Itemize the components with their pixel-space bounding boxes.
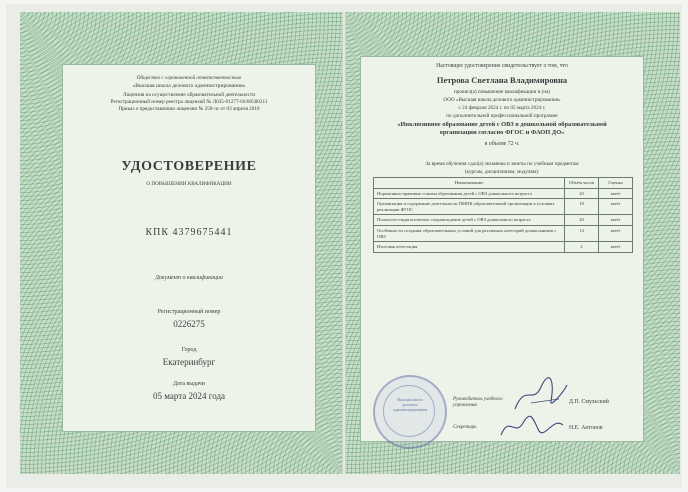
completion-line-4: по дополнительной профессиональной программе bbox=[446, 113, 558, 119]
subject-name: Итоговая аттестация bbox=[374, 242, 565, 253]
subject-hours: 20 bbox=[565, 188, 599, 199]
subject-hours: 18 bbox=[565, 199, 599, 215]
serial-number: КПК 4379675441 bbox=[145, 227, 233, 238]
subject-hours: 20 bbox=[565, 215, 599, 226]
doc-title: УДОСТОВЕРЕНИЕ bbox=[121, 159, 257, 174]
head-label: Руководитель учебного управления bbox=[453, 397, 503, 409]
right-inner-panel bbox=[360, 56, 644, 442]
subject-grade: зачёт bbox=[598, 188, 632, 199]
left-page bbox=[20, 12, 342, 474]
registry-line: Регистрационный номер реестра лицензий № Л035-01277-66/00580211 bbox=[110, 99, 268, 105]
hours-volume: в объеме 72 ч. bbox=[484, 141, 520, 147]
reg-label: Регистрационный номер bbox=[157, 309, 221, 315]
completion-line-1: прошел(а) повышение квалификации в (на) bbox=[453, 89, 551, 95]
doc-type: Документ о квалификации bbox=[155, 275, 223, 281]
right-page bbox=[346, 12, 680, 474]
completion-line-2: ООО «Высшая школа делового администрирования» bbox=[443, 97, 561, 103]
recipient-name: Петрова Светлана Владимировна bbox=[436, 75, 568, 85]
subjects-table bbox=[373, 177, 633, 253]
subject-hours: 14 bbox=[565, 225, 599, 241]
table-row bbox=[374, 188, 633, 199]
city-label: Город bbox=[181, 347, 197, 353]
city: Екатеринбург bbox=[162, 357, 216, 367]
secretary-label: Секретарь bbox=[453, 425, 477, 430]
seal-text: Высшая школа делового администрирования bbox=[393, 397, 428, 412]
subject-grade: зачёт bbox=[598, 225, 632, 241]
exams-line-1: За время обучения сдал(а) экзамены и зачеты по учебным предметам bbox=[425, 161, 579, 167]
reg-number: 0226275 bbox=[173, 319, 205, 329]
completion-dates: с 24 февраля 2024 г. по 05 марта 2024 г. bbox=[458, 105, 546, 111]
subject-name: Психолого-педагогическое сопровождение детей с ОВЗ дошкольного возраста bbox=[374, 215, 565, 226]
subject-hours: 2 bbox=[565, 242, 599, 253]
exams-line-2: (курсам, дисциплинам, модулям): bbox=[464, 169, 540, 175]
subject-grade: зачёт bbox=[598, 199, 632, 215]
left-inner-panel bbox=[62, 64, 316, 432]
header-name: Наименование bbox=[374, 178, 565, 189]
org-name: «Высшая школа делового администрирования» bbox=[132, 83, 246, 89]
subject-name: Нормативно-правовые основы образования детей с ОВЗ дошкольного возраста bbox=[374, 188, 565, 199]
book-spine bbox=[342, 12, 346, 474]
official-seal-icon bbox=[373, 375, 447, 449]
header-hours: Объём часов bbox=[565, 178, 599, 189]
table-row bbox=[374, 242, 633, 253]
program-title: «Инклюзивное образование детей с ОВЗ в дошкольной образовательной организации согласно ФГОС и ФАОП ДО» bbox=[397, 121, 607, 136]
secretary-signature-icon bbox=[497, 409, 567, 443]
subject-name: Особенности создания образовательных условий для различных категорий дошкольников с ОВЗ bbox=[374, 225, 565, 241]
head-name: Д.П. Смульский bbox=[569, 399, 609, 405]
subject-grade: зачёт bbox=[598, 215, 632, 226]
org-type: Общество с ограниченной ответственностью bbox=[136, 75, 242, 81]
certificate-frame bbox=[6, 4, 682, 488]
header-grade: Оценка bbox=[598, 178, 632, 189]
order-line: Приказ о предоставлении лицензии № 258-лс от 03 апреля 2018 bbox=[118, 106, 260, 112]
doc-subtitle: О ПОВЫШЕНИИ КВАЛИФИКАЦИИ bbox=[146, 181, 232, 187]
issue-date: 05 марта 2024 года bbox=[152, 391, 226, 401]
secretary-name: Н.Е. Антонов bbox=[569, 425, 603, 431]
intro-text: Настоящее удостоверение свидетельствует о том, что bbox=[436, 63, 568, 69]
table-row bbox=[374, 225, 633, 241]
license-line: Лицензия на осуществление образовательной деятельности bbox=[123, 92, 255, 98]
table-header-row bbox=[374, 178, 633, 189]
table-row bbox=[374, 215, 633, 226]
table-row bbox=[374, 199, 633, 215]
subject-grade: зачёт bbox=[598, 242, 632, 253]
subject-name: Организация и содержание деятельности ПМПК образовательной организации в условиях реализации ФГОС bbox=[374, 199, 565, 215]
date-label: Дата выдачи bbox=[172, 381, 206, 387]
